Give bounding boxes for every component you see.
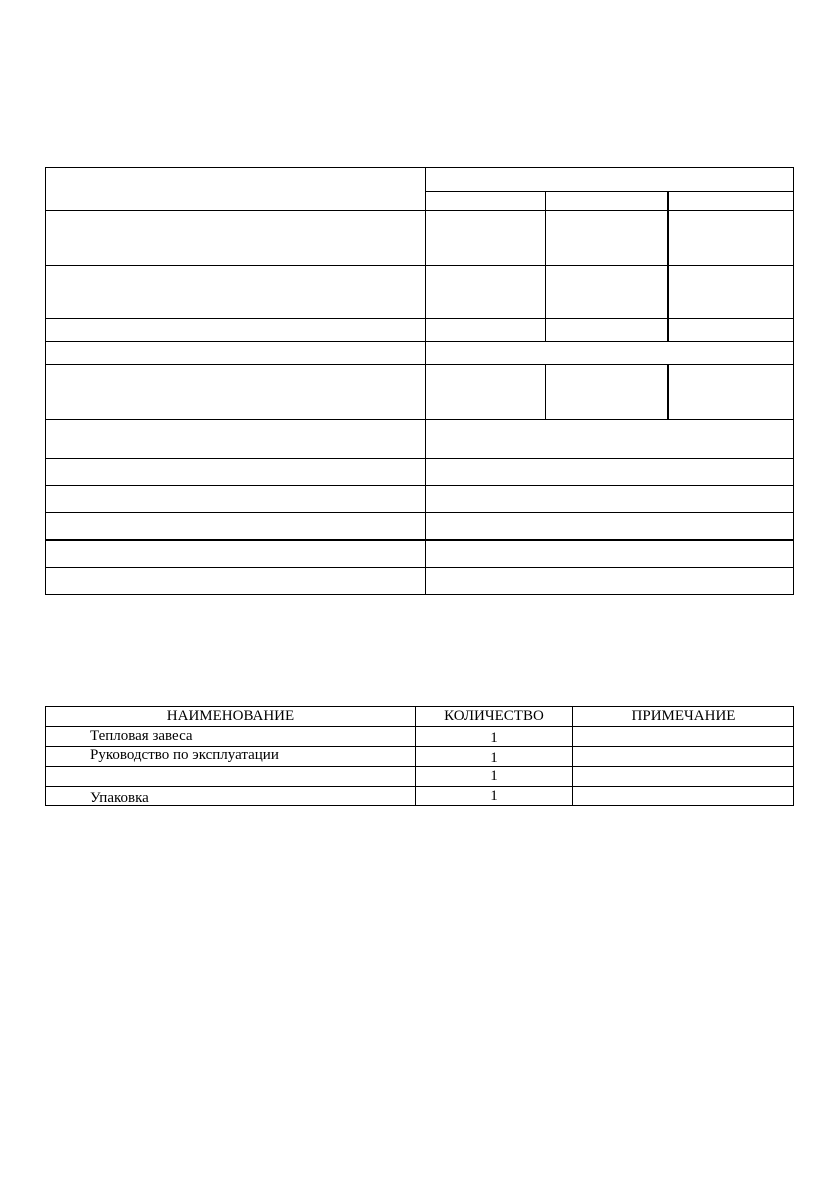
specs-row-line [45, 419, 794, 420]
specs-row-line [45, 539, 794, 541]
specs-row-line [45, 265, 794, 266]
row-quantity: 1 [490, 750, 498, 766]
specs-row-line [45, 458, 794, 459]
specs-subheader-line [425, 191, 794, 192]
specs-row-line [45, 341, 794, 342]
header-note: ПРИМЕЧАНИЕ [631, 708, 736, 724]
header-quantity: КОЛИЧЕСТВО [444, 708, 544, 724]
specs-model-column-divider [545, 364, 546, 419]
specs-model-column-divider [545, 191, 546, 341]
specs-row-line [45, 210, 794, 211]
specs-row-line [45, 364, 794, 365]
row-name: Тепловая завеса [90, 728, 193, 744]
specs-name-column-divider [425, 167, 426, 595]
specs-model-column-divider [667, 364, 669, 419]
row-name: Руководство по эксплуатации [90, 747, 279, 763]
specs-model-column-divider [667, 191, 669, 341]
specs-table-frame [45, 167, 794, 595]
specs-row-line [45, 567, 794, 568]
row-name: Упаковка [90, 790, 149, 806]
row-quantity: 1 [490, 768, 498, 784]
specs-row-line [45, 485, 794, 486]
row-quantity: 1 [490, 788, 498, 804]
row-quantity: 1 [490, 730, 498, 746]
specs-row-line [45, 318, 794, 319]
specs-row-line [45, 512, 794, 513]
header-name: НАИМЕНОВАНИЕ [166, 708, 295, 724]
